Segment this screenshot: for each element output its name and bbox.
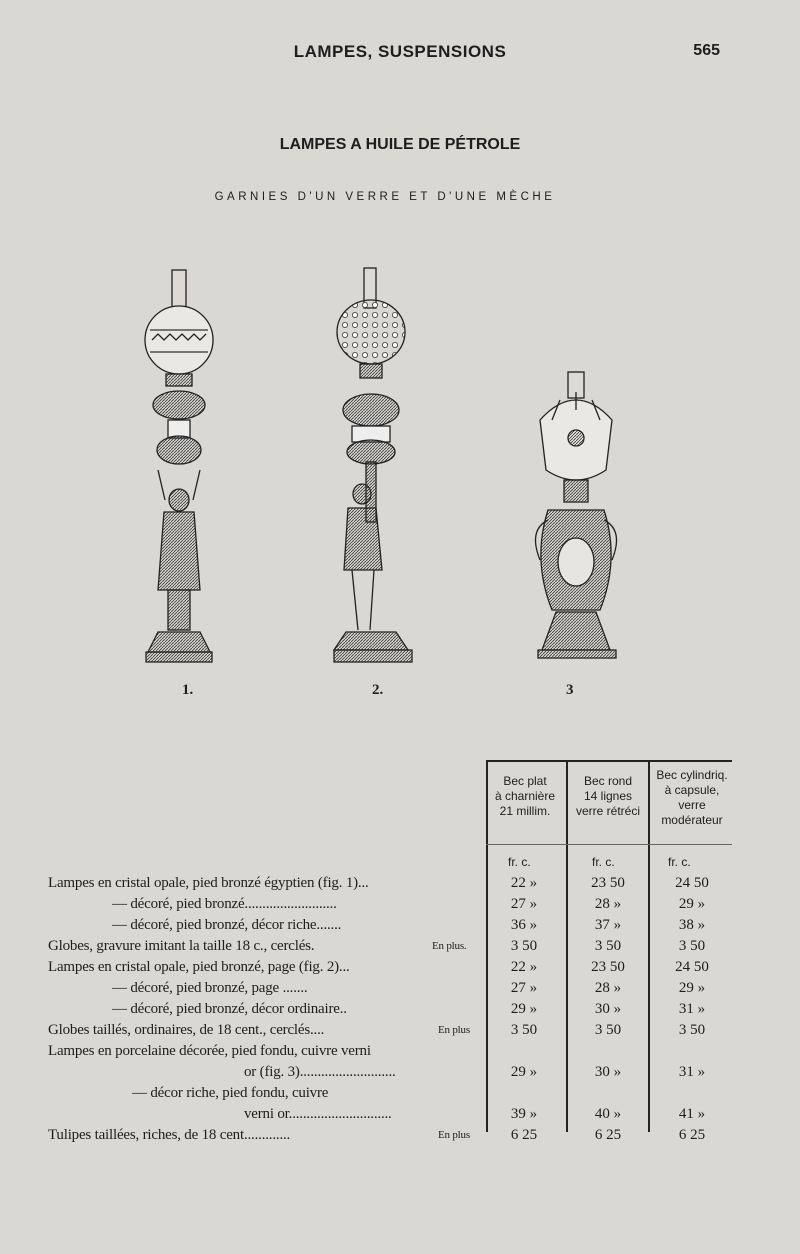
header-bottom-rule	[486, 844, 732, 845]
table-row: Lampes en cristal opale, pied bronzé égyptien (fig. 1)... 22 » 23 50 24 50	[48, 875, 709, 891]
table-row: — décoré, pied bronzé, décor riche....... 36 » 37 » 38 »	[112, 917, 706, 933]
table-row: Globes taillés, ordinaires, de 18 cent., cerclés.... En plus 3 50 3 50 3 50	[48, 1022, 706, 1038]
section-title: LAMPES A HUILE DE PÉTROLE	[279, 136, 521, 153]
figure-number-1: 1.	[182, 682, 194, 698]
figure-number-3: 3	[566, 682, 574, 698]
running-header	[0, 40, 800, 70]
units-col-1: fr. c.	[508, 855, 531, 869]
page-bronze-lamp-icon	[334, 268, 412, 662]
column-header-bec-plat: Bec plat à charnière 21 millim.	[494, 774, 556, 818]
en-plus-note: En plus	[438, 1129, 470, 1141]
price-table-header	[0, 760, 800, 860]
en-plus-note: En plus.	[432, 940, 467, 952]
running-title: LAMPES, SUSPENSIONS	[293, 42, 507, 61]
header-top-rule	[486, 760, 732, 762]
units-col-2: fr. c.	[592, 855, 615, 869]
column-header-bec-cylindrique: Bec cylindriq. à capsule, verre modérateur	[656, 768, 728, 827]
table-row: — décoré, pied bronzé.......................... 27 » 28 » 29 »	[112, 896, 706, 912]
egyptian-bronze-lamp-icon	[145, 270, 213, 662]
table-row: — décor riche, pied fondu, cuivre	[132, 1085, 329, 1101]
table-row: verni or............................. 39 » 40 » 41 »	[244, 1106, 706, 1122]
figure-number-2: 2.	[372, 682, 384, 698]
en-plus-note: En plus	[438, 1024, 470, 1036]
table-row: — décoré, pied bronzé, décor ordinaire.. 29 » 30 » 31 »	[112, 1001, 706, 1017]
table-row: Tulipes taillées, riches, de 18 cent............. En plus 6 25 6 25 6 25	[48, 1127, 706, 1143]
section-subtitle: GARNIES D'UN VERRE ET D'UNE MÈCHE	[214, 191, 556, 203]
table-row: Lampes en cristal opale, pied bronzé, page (fig. 2)... 22 » 23 50 24 50	[48, 959, 709, 975]
table-row: Lampes en porcelaine décorée, pied fondu, cuivre verni	[48, 1043, 371, 1059]
table-row: or (fig. 3)........................... 29 » 30 » 31 »	[244, 1064, 706, 1080]
porcelain-vase-lamp-icon	[536, 372, 617, 658]
page-number: 565	[693, 42, 720, 59]
units-col-3: fr. c.	[668, 855, 691, 869]
table-row: Globes, gravure imitant la taille 18 c., cerclés. En plus. 3 50 3 50 3 50	[48, 938, 706, 954]
column-header-bec-rond: Bec rond 14 lignes verre rétréci	[575, 774, 640, 818]
lamp-illustrations	[0, 250, 800, 710]
table-row: — décoré, pied bronzé, page ....... 27 » 28 » 29 »	[112, 980, 706, 996]
